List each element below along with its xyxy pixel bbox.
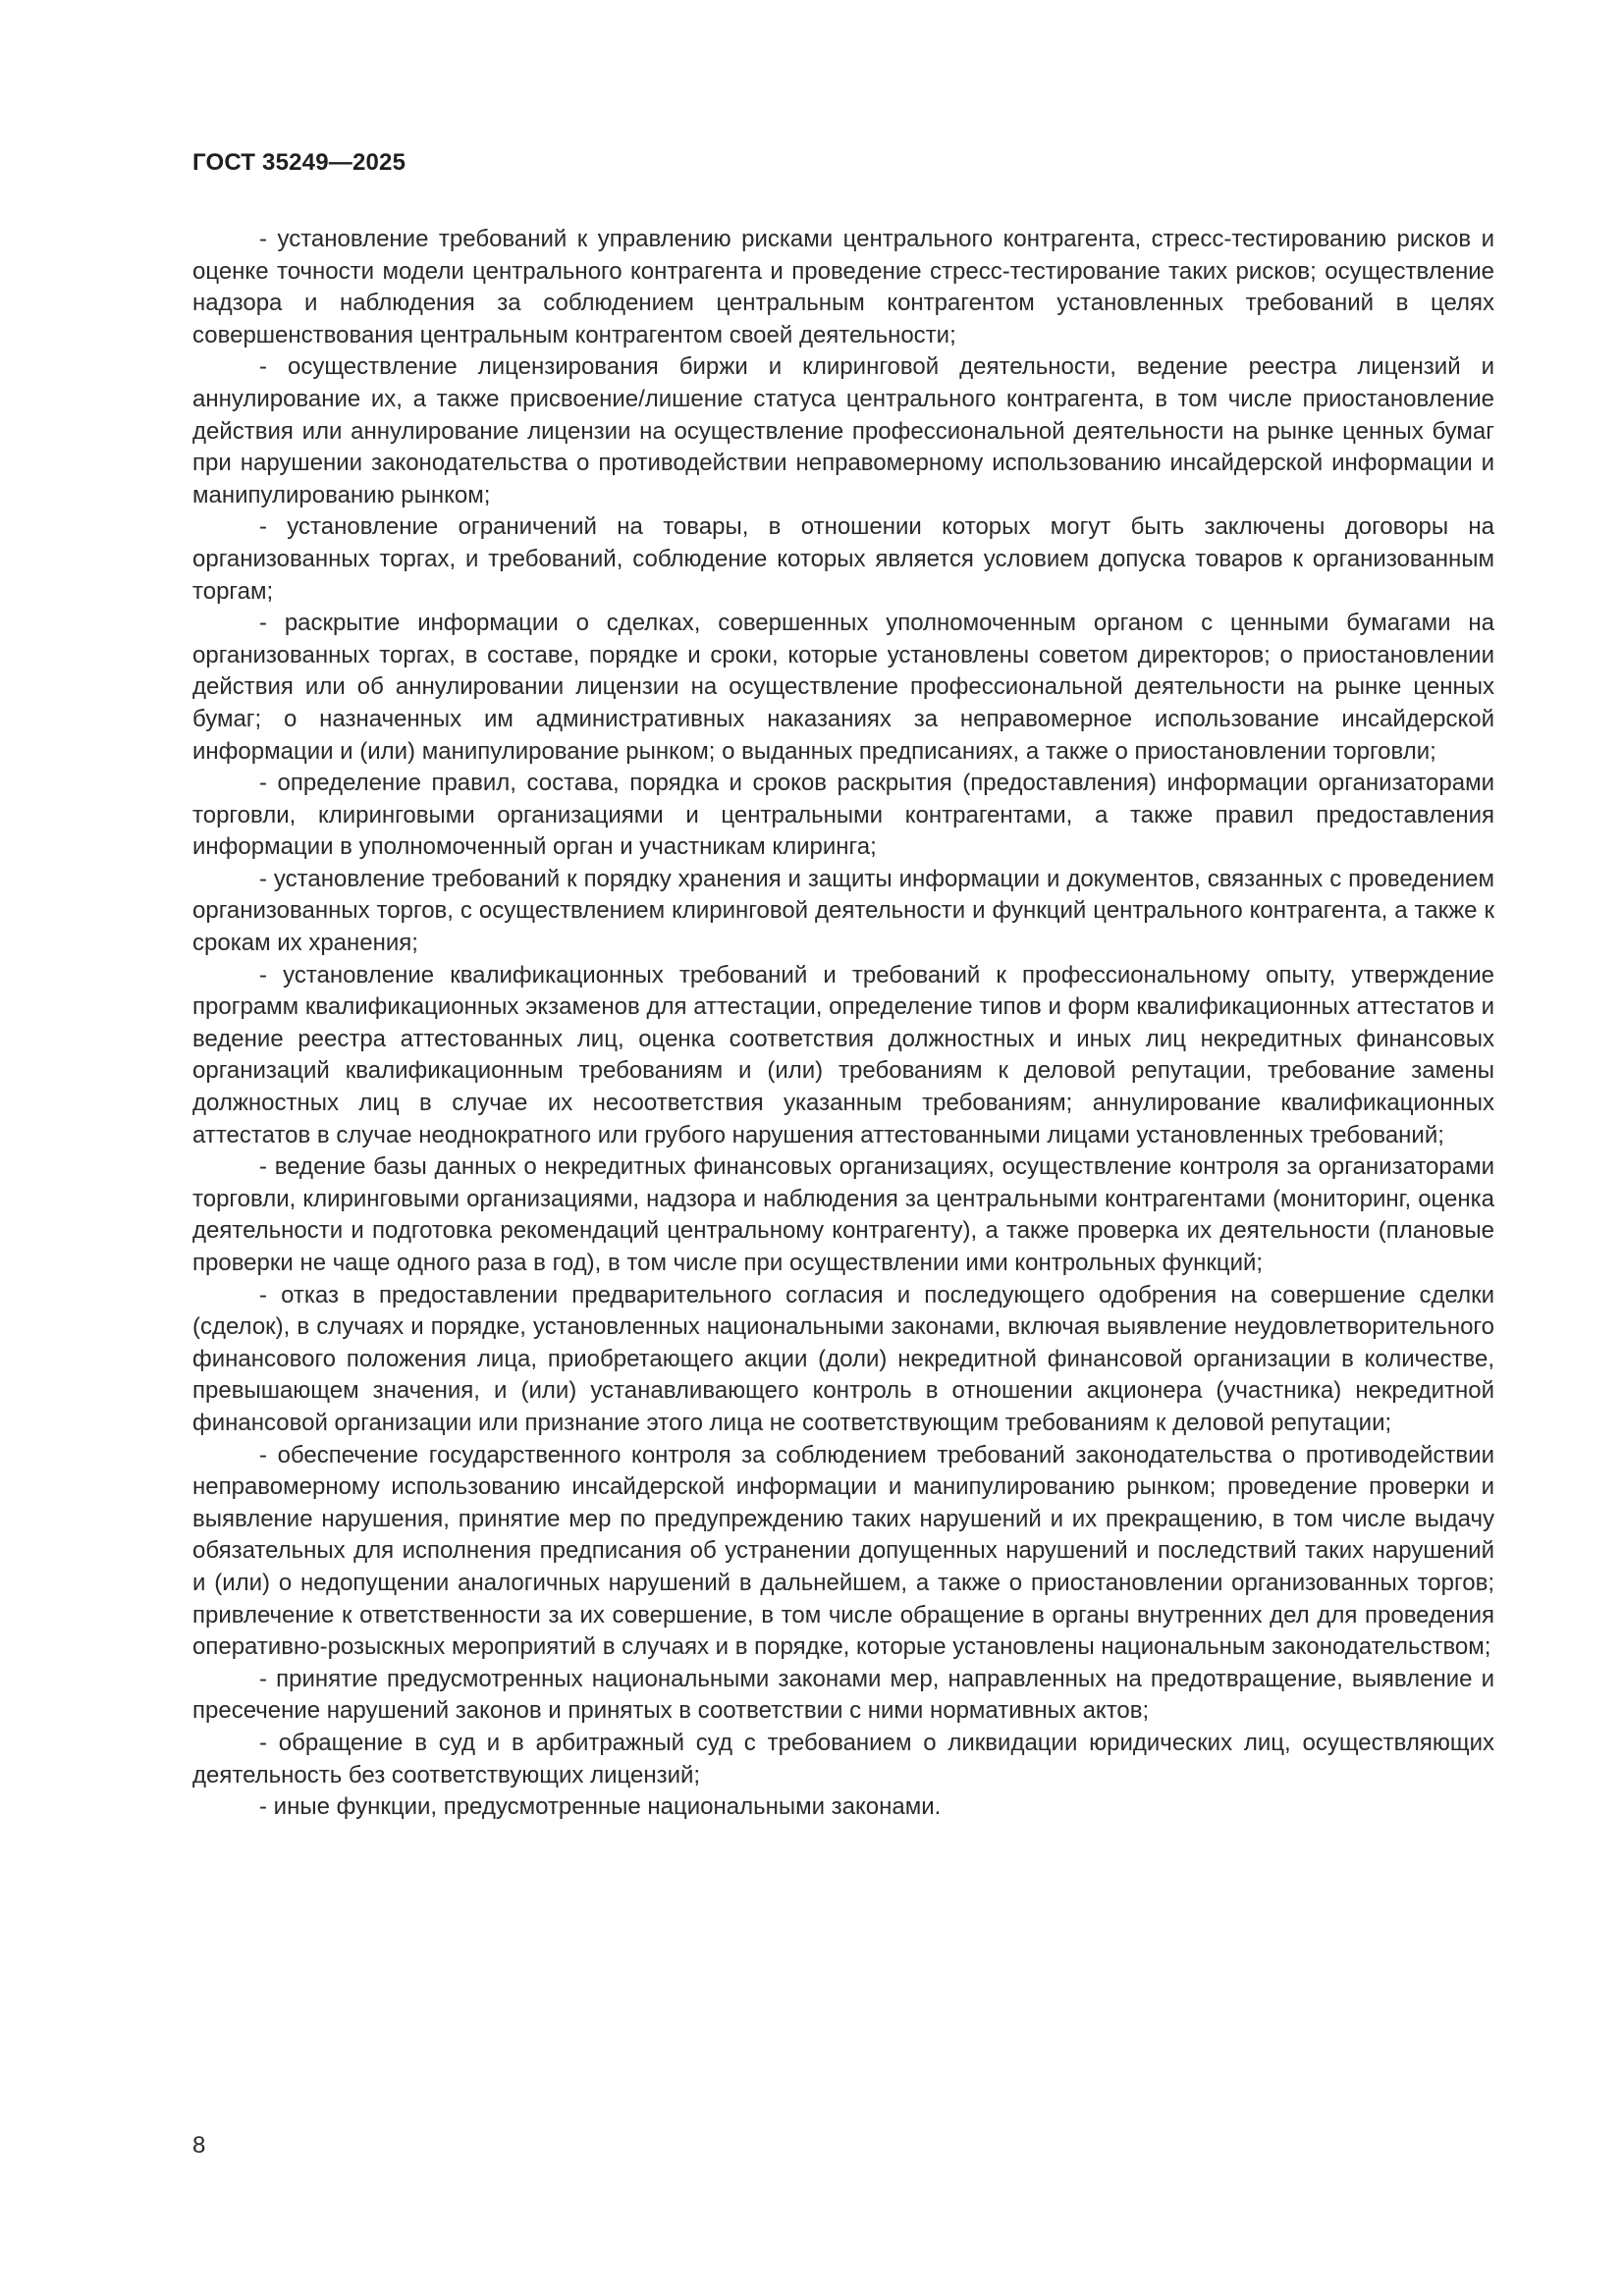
paragraph: - установление требований к порядку хранения и защиты информации и документов, связанных с проведением организованных торгов, с осуществлением клиринговой деятельности и функций центрального контрагента, а также к срокам их хранения; [192,865,1494,957]
paragraph: - иные функции, предусмотренные национальными законами. [259,1793,942,1821]
paragraph: - обращение в суд и в арбитражный суд с требованием о ликвидации юридических лиц, осуществляющих деятельность без соответствующих лицензий; [192,1729,1494,1789]
paragraph: - установление квалификационных требований и требований к профессиональному опыту, утверждение программ квалификационных экзаменов для аттестации, определение типов и форм квалификационных аттестатов и ведение реестра аттестованных лиц, оценка соответствия должностных и иных лиц некредитных финансовых организаций квалификационным требованиям и (или) требованиям к деловой репутации, требование замены должностных лиц в случае их несоответствия указанным требованиям; аннулирование квалификационных аттестатов в случае неоднократного или грубого нарушения аттестованными лицами установленных требований; [192,961,1494,1148]
paragraph: - осуществление лицензирования биржи и клиринговой деятельности, ведение реестра лицензий и аннулирование их, а также присвоение/лишение статуса центрального контрагента, в том числе приостановление действия или аннулирование лицензии на осуществление профессиональной деятельности на рынке ценных бумаг при нарушении законодательства о противодействии неправомерному использованию инсайдерской информации и манипулированию рынком; [192,353,1494,508]
paragraph: - обеспечение государственного контроля за соблюдением требований законодательства о противодействии неправомерному использованию инсайдерской информации и манипулированию рынком; проведение проверки и выявление нарушения, принятие мер по предупреждению таких нарушений и их прекращению, в том числе выдачу обязательных для исполнения предписания об устранении допущенных нарушений и последствий таких нарушений и (или) о недопущении аналогичных нарушений в дальнейшем, а также о приостановлении организованных торгов; привлечение к ответственности за их совершение, в том числе обращение в органы внутренних дел для проведения оперативно-розыскных мероприятий в случаях и в порядке, которые установлены национальным законодательством; [192,1441,1494,1661]
paragraph: - установление требований к управлению рисками центрального контрагента, стресс-тестированию рисков и оценке точности модели центрального контрагента и проведение стресс-тестирование таких рисков; осуществление надзора и наблюдения за соблюдением центральным контрагентом установленных требований в целях совершенствования центральным контрагентом своей деятельности; [192,226,1494,348]
paragraph: - раскрытие информации о сделках, совершенных уполномоченным органом с ценными бумагами на организованных торгах, в составе, порядке и сроки, которые установлены советом директоров; о приостановлении действия или об аннулировании лицензии на осуществление профессиональной деятельности на рынке ценных бумаг; о назначенных им административных наказаниях за неправомерное использование инсайдерской информации и (или) манипулирование рынком; о выданных предписаниях, а также о приостановлении торговли; [192,610,1494,765]
paragraph: - отказ в предоставлении предварительного согласия и последующего одобрения на совершение сделки (сделок), в случаях и порядке, установленных национальными законами, включая выявление неудовлетворительного финансового положения лица, приобретающего акции (доли) некредитной финансовой организации в количестве, превышающем значения, и (или) устанавливающего контроль в отношении акционера (участника) некредитной финансовой организации или признание этого лица не соответствующим требованиям к деловой репутации; [192,1281,1494,1436]
paragraph: - установление ограничений на товары, в отношении которых могут быть заключены договоры на организованных торгах, и требований, соблюдение которых является условием допуска товаров к организованным торгам; [192,513,1494,605]
paragraph: - определение правил, состава, порядка и сроков раскрытия (предоставления) информации организаторами торговли, клиринговыми организациями и центральными контрагентами, а также правил предоставления информации в уполномоченный орган и участникам клиринга; [192,770,1494,861]
page-number: 8 [192,2132,206,2159]
document-body [192,224,1494,1824]
document-header: ГОСТ 35249—2025 [192,149,406,176]
paragraph: - ведение базы данных о некредитных финансовых организациях, осуществление контроля за организаторами торговли, клиринговыми организациями, надзора и наблюдения за центральными контрагентами (мониторинг, оценка деятельности и подготовка рекомендаций центральному контрагенту), а также проверка их деятельности (плановые проверки не чаще одного раза в год), в том числе при осуществлении ими контрольных функций; [192,1153,1494,1276]
paragraph: - принятие предусмотренных национальными законами мер, направленных на предотвращение, выявление и пресечение нарушений законов и принятых в соответствии с ними нормативных актов; [192,1665,1494,1725]
